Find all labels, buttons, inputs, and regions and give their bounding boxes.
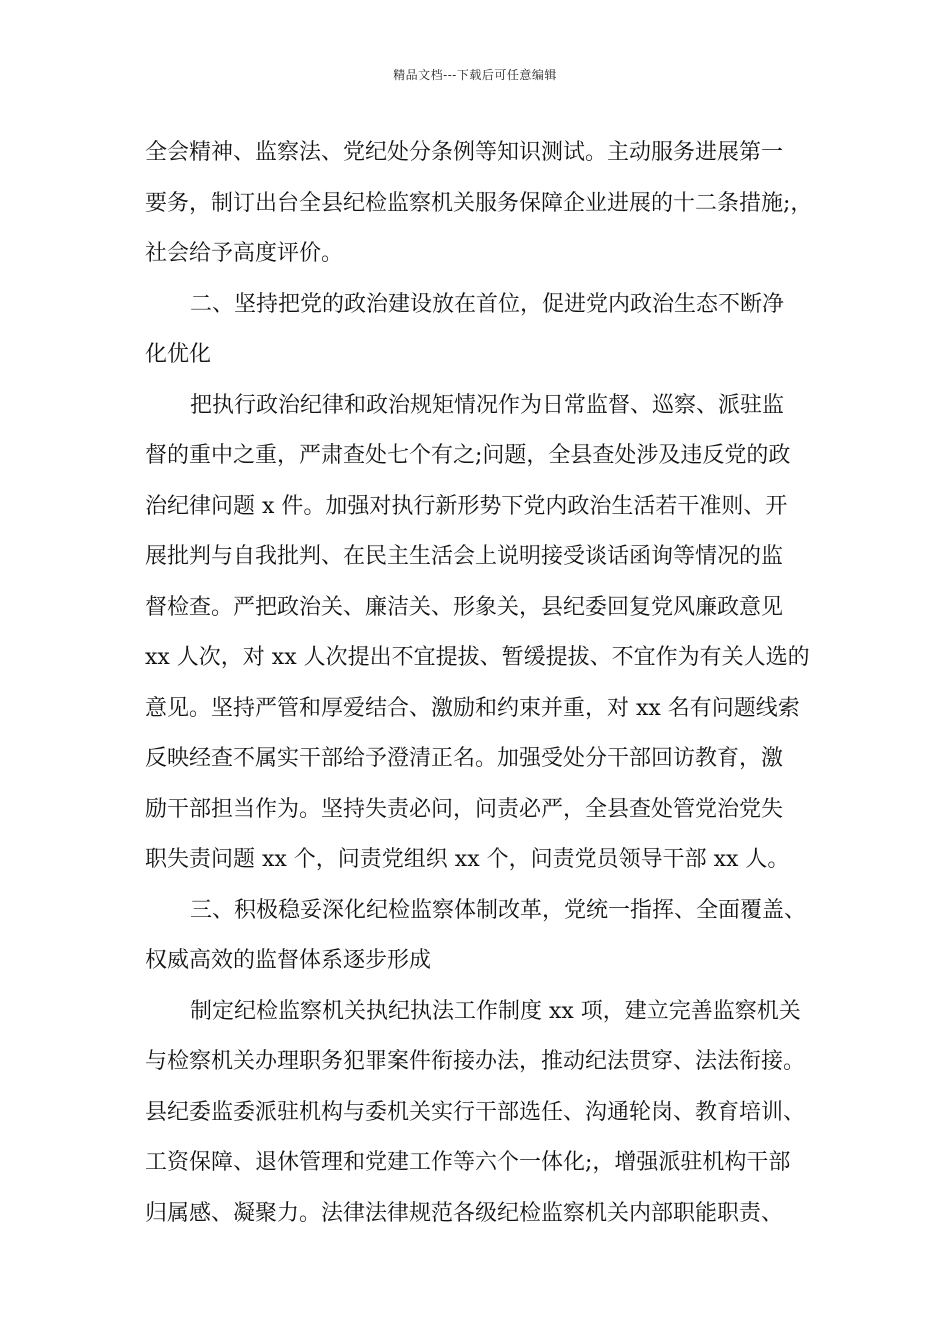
- body-line: 县纪委监委派驻机构与委机关实行干部选任、沟通轮岗、教育培训、: [145, 1099, 806, 1125]
- body-line: 归属感、凝聚力。法律法律规范各级纪检监察机关内部职能职责、: [145, 1200, 784, 1226]
- page-header: 精品文档---下载后可任意编辑: [393, 68, 557, 82]
- body-line: 把执行政治纪律和政治规矩情况作为日常监督、巡察、派驻监: [190, 392, 785, 418]
- section-heading-line: 化优化: [145, 342, 212, 367]
- body-line: 励干部担当作为。坚持失责必问，问责必严，全县查处管党治党失: [145, 796, 784, 822]
- body-line: 治纪律问题 x 件。加强对执行新形势下党内政治生活若干准则、开: [145, 493, 788, 519]
- body-line: 制定纪检监察机关执纪执法工作制度 xx 项，建立完善监察机关: [190, 998, 801, 1024]
- body-line: 反映经查不属实干部给予澄清正名。加强受处分干部回访教育，激: [145, 746, 784, 771]
- body-line: 工资保障、退休管理和党建工作等六个一体化;，增强派驻机构干部: [145, 1150, 791, 1175]
- body-line: 全会精神、监察法、党纪处分条例等知识测试。主动服务进展第一: [145, 140, 784, 165]
- section-heading-line: 三、积极稳妥深化纪检监察体制改革，党统一指挥、全面覆盖、: [190, 897, 807, 923]
- body-line: 职失责问题 xx 个，问责党组织 xx 个，问责党员领导干部 xx 人。: [145, 847, 790, 872]
- document-body: [145, 128, 825, 1239]
- section-heading-line: 权威高效的监督体系逐步形成: [145, 948, 432, 973]
- body-line: 展批判与自我批判、在民主生活会上说明接受谈话函询等情况的监: [145, 544, 784, 569]
- body-line: 意见。坚持严管和厚爱结合、激励和约束并重，对 xx 名有问题线索: [145, 695, 800, 721]
- body-line: 社会给予高度评价。: [145, 241, 344, 266]
- body-line: 要务，制订出台全县纪检监察机关服务保障企业进展的十二条措施;，: [145, 190, 813, 216]
- section-heading-line: 二、坚持把党的政治建设放在首位，促进党内政治生态不断净: [190, 291, 785, 317]
- body-line: 与检察机关办理职务犯罪案件衔接办法，推动纪法贯穿、法法衔接。: [145, 1049, 806, 1074]
- body-line: 督的重中之重，严肃查处七个有之;问题，全县查处涉及违反党的政: [145, 443, 791, 468]
- body-line: xx 人次，对 xx 人次提出不宜提拔、暂缓提拔、不宜作为有关人选的: [145, 645, 810, 670]
- body-line: 督检查。严把政治关、廉洁关、形象关，县纪委回复党风廉政意见: [145, 594, 784, 620]
